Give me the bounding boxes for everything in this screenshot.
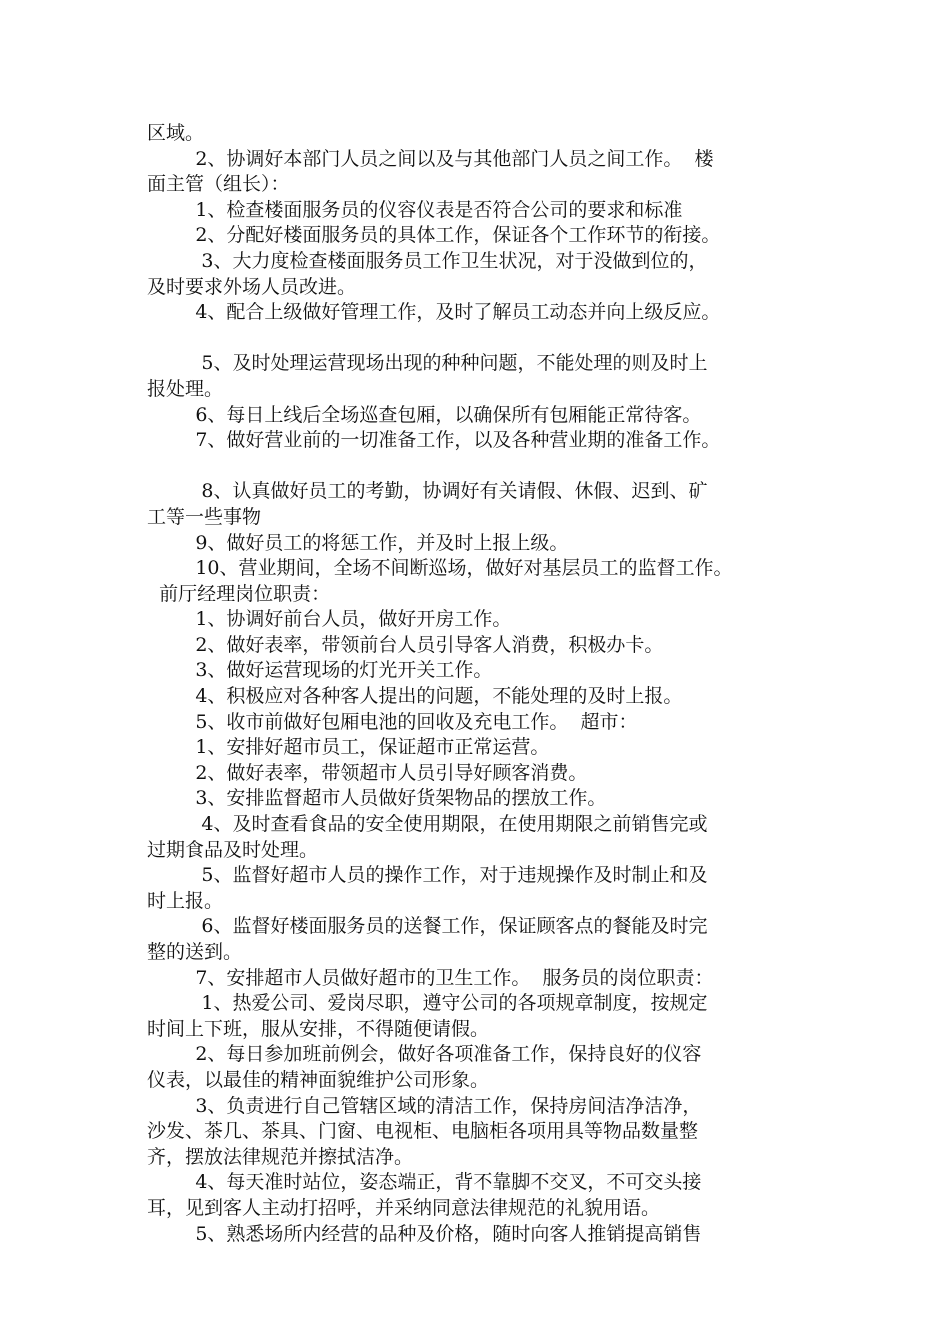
text-line: 仪表，以最佳的精神面貌维护公司形象。 <box>147 1068 490 1091</box>
text-line: 整的送到。 <box>147 941 243 963</box>
text-line: 1、检查楼面服务员的仪容仪表是否符合公司的要求和标准 <box>147 198 683 221</box>
text-line: 7、做好营业前的一切准备工作，以及各种营业期的准备工作。 <box>147 429 721 452</box>
text-line: 2、协调好本部门人员之间以及与其他部门人员之间工作。 楼 <box>147 147 714 170</box>
blank-line <box>147 326 837 352</box>
text-line: 2、做好表率，带领超市人员引导好顾客消费。 <box>147 761 588 784</box>
text-line: 时上报。 <box>147 889 224 912</box>
text-line: 5、收市前做好包厢电池的回收及充电工作。 超市： <box>147 710 638 733</box>
blank-line <box>147 454 837 480</box>
text-line: 8、认真做好员工的考勤，协调好有关请假、休假、迟到、矿 <box>147 480 708 503</box>
text-line: 3、安排监督超市人员做好货架物品的摆放工作。 <box>147 787 607 810</box>
text-line: 前厅经理岗位职责： <box>147 582 331 605</box>
text-line: 1、安排好超市员工，保证超市正常运营。 <box>147 736 550 759</box>
text-line: 2、每日参加班前例会，做好各项准备工作，保持良好的仪容 <box>147 1043 702 1066</box>
text-line: 时间上下班，服从安排，不得随便请假。 <box>147 1017 490 1040</box>
text-line: 工等一些事物 <box>147 505 262 528</box>
text-line: 3、负责进行自己管辖区域的清洁工作，保持房间洁净洁净， <box>147 1094 702 1117</box>
text-line: 齐，摆放法律规范并擦拭洁净。 <box>147 1145 414 1168</box>
text-line: 沙发、茶几、茶具、门窗、电视柜、电脑柜各项用具等物品数量整 <box>147 1120 699 1143</box>
text-line: 1、协调好前台人员，做好开房工作。 <box>147 608 512 631</box>
text-line: 4、及时查看食品的安全使用期限，在使用期限之前销售完或 <box>147 813 708 836</box>
text-line: 5、熟悉场所内经营的品种及价格，随时向客人推销提高销售 <box>147 1222 702 1245</box>
text-line: 5、监督好超市人员的操作工作，对于违规操作及时制止和及 <box>147 864 708 887</box>
text-line: 9、做好员工的将惩工作，并及时上报上级。 <box>147 531 569 554</box>
text-line: 1、热爱公司、爱岗尽职，遵守公司的各项规章制度，按规定 <box>147 992 708 1015</box>
text-line: 3、做好运营现场的灯光开关工作。 <box>147 659 493 682</box>
text-line: 5、及时处理运营现场出现的种种问题，不能处理的则及时上 <box>147 352 708 375</box>
text-line: 4、配合上级做好管理工作，及时了解员工动态并向上级反应。 <box>147 301 721 324</box>
text-line: 6、每日上线后全场巡查包厢，以确保所有包厢能正常待客。 <box>147 403 702 426</box>
document-body <box>147 121 837 1247</box>
text-line: 3、大力度检查楼面服务员工作卫生状况，对于没做到位的， <box>147 249 708 272</box>
text-line: 报处理。 <box>147 377 224 400</box>
text-line: 4、每天准时站位，姿态端正，背不靠脚不交叉，不可交头接 <box>147 1171 702 1194</box>
text-line: 耳，见到客人主动打招呼，并采纳同意法律规范的礼貌用语。 <box>147 1196 661 1219</box>
text-line: 4、积极应对各种客人提出的问题，不能处理的及时上报。 <box>147 685 683 708</box>
text-line: 2、做好表率，带领前台人员引导客人消费，积极办卡。 <box>147 633 664 656</box>
text-line: 及时要求外场人员改进。 <box>147 275 357 298</box>
text-line: 过期食品及时处理。 <box>147 838 319 861</box>
text-line: 2、分配好楼面服务员的具体工作，保证各个工作环节的衔接。 <box>147 224 721 247</box>
text-line: 6、监督好楼面服务员的送餐工作，保证顾客点的餐能及时完 <box>147 915 708 938</box>
text-line: 10、营业期间，全场不间断巡场，做好对基层员工的监督工作。 <box>147 557 733 580</box>
text-line: 面主管（组长）： <box>147 173 290 196</box>
text-line: 7、安排超市人员做好超市的卫生工作。 服务员的岗位职责： <box>147 966 714 989</box>
text-line: 区域。 <box>147 122 205 144</box>
